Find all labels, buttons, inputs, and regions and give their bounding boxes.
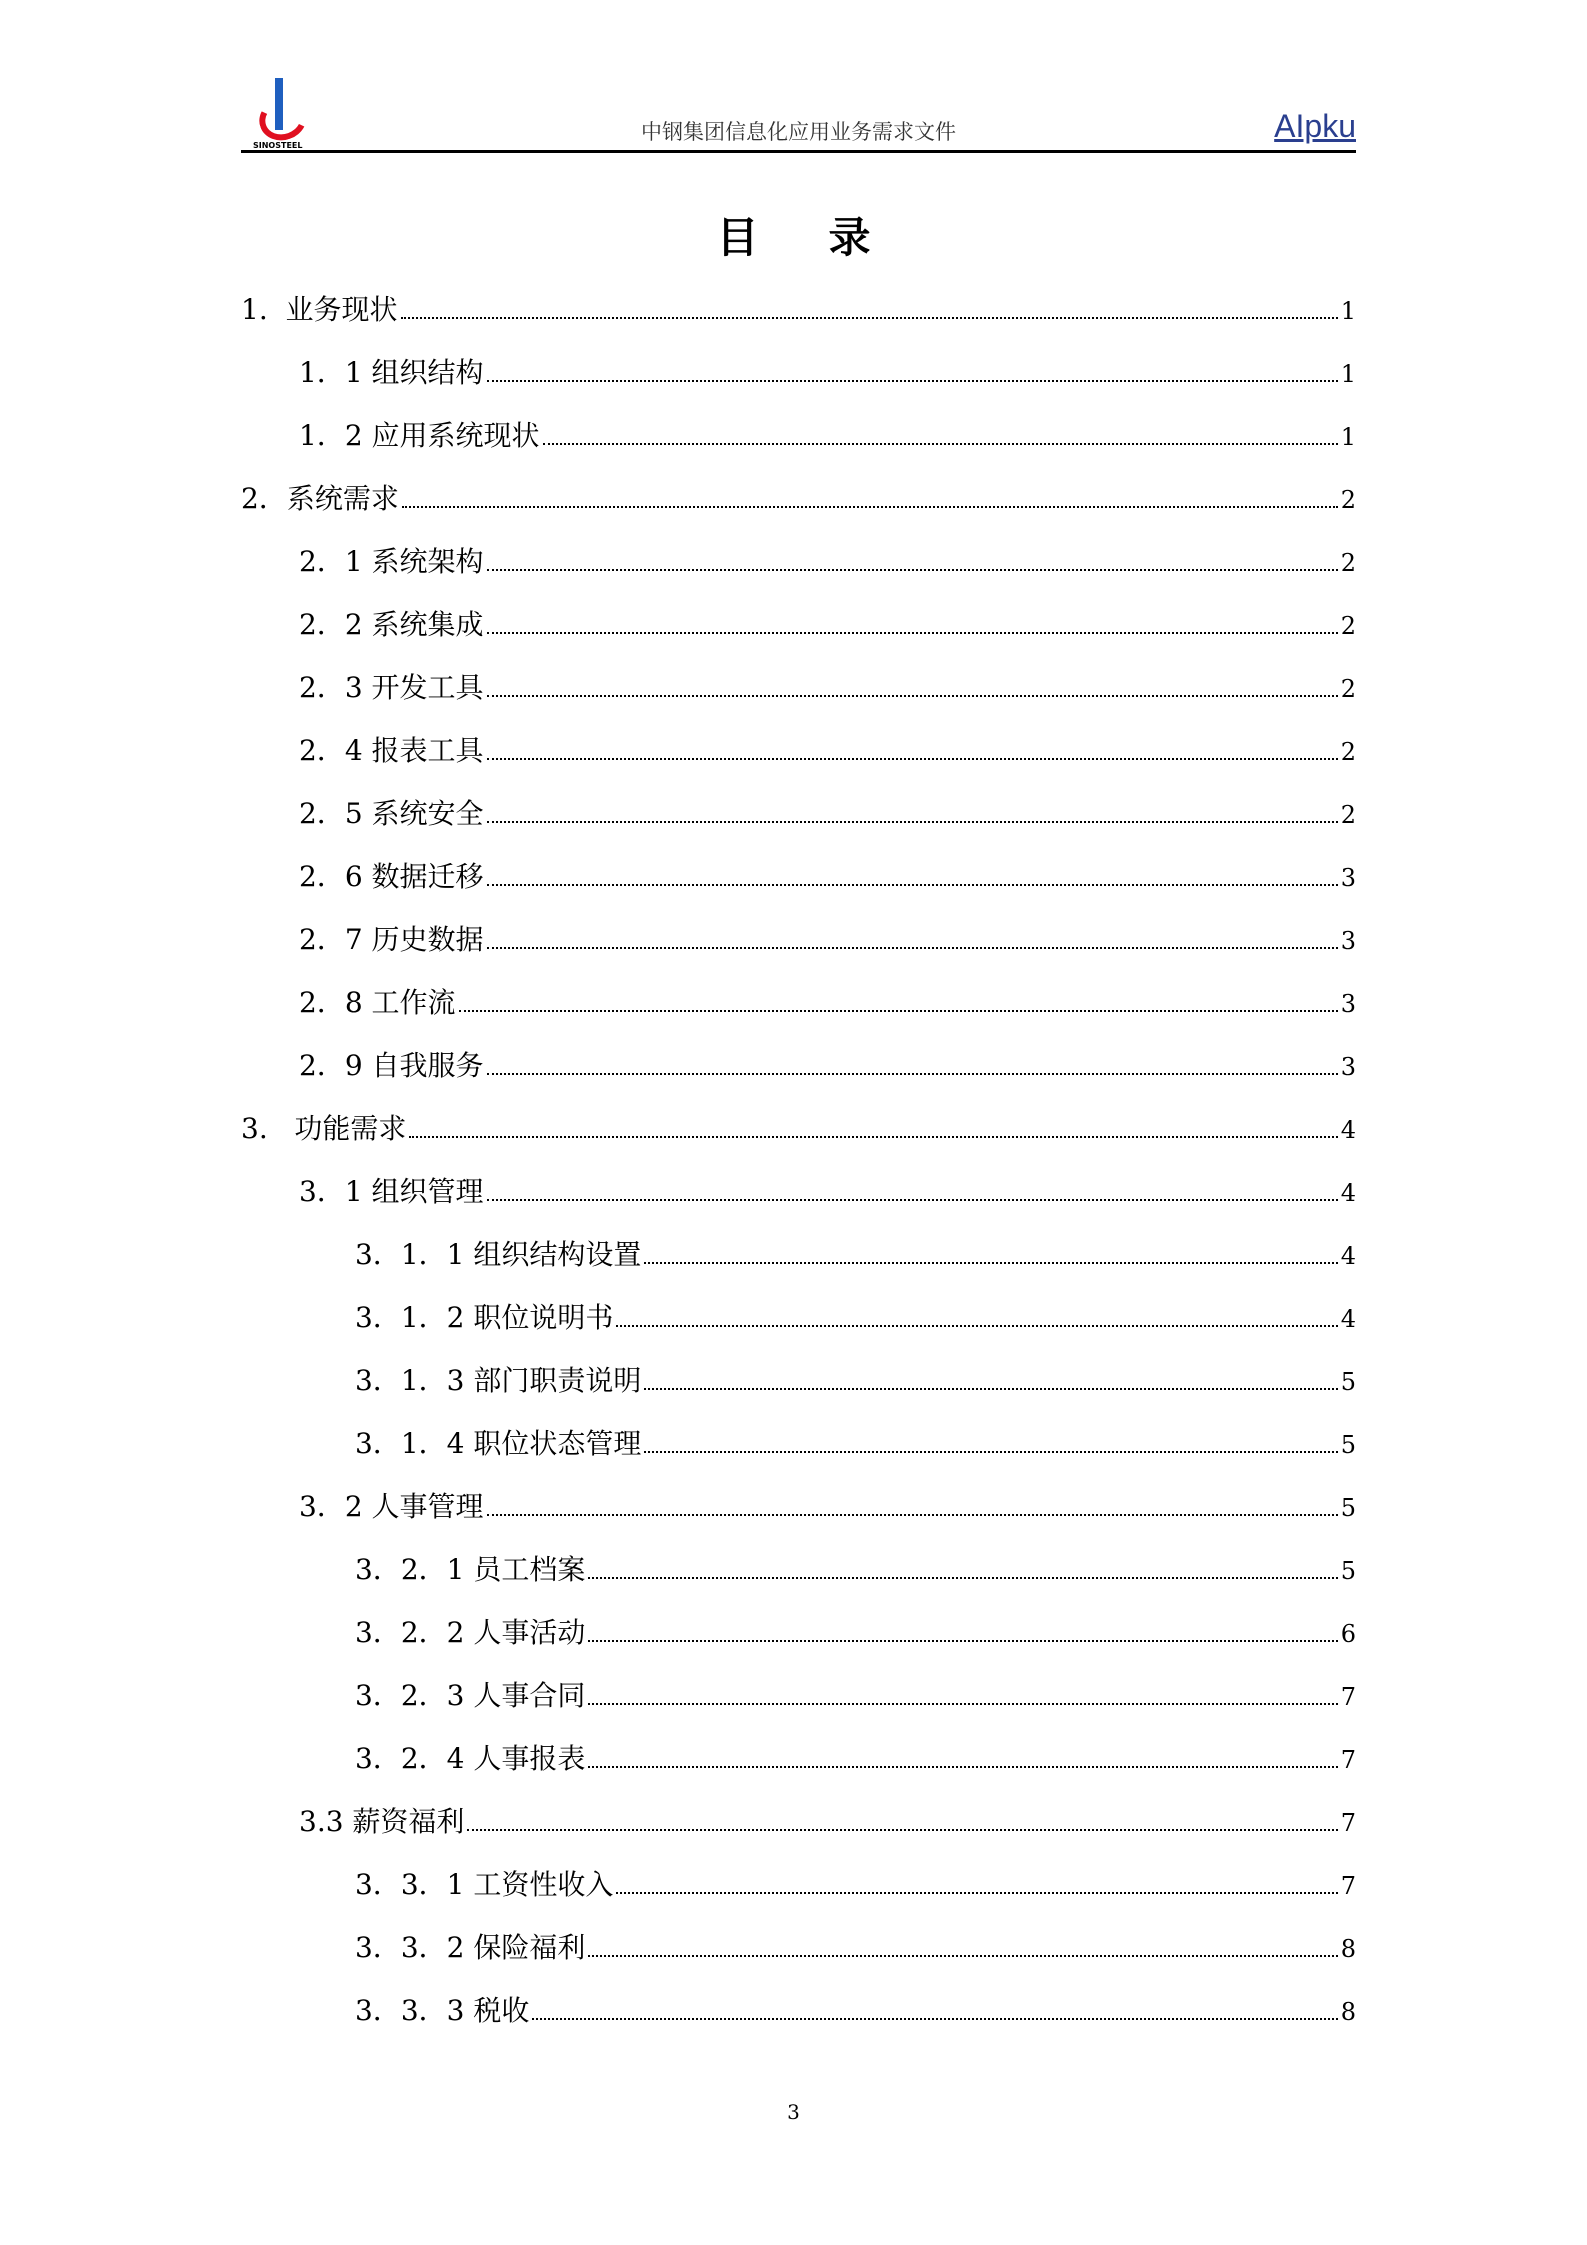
toc-entry-page: 5: [1340, 1557, 1356, 1585]
toc-entry-page: 4: [1340, 1179, 1356, 1207]
toc-entry-page: 1: [1340, 360, 1356, 388]
toc-entry-label: 2．9 自我服务: [299, 1049, 484, 1082]
toc-entry-page: 2: [1340, 675, 1356, 703]
page-number: 3: [787, 2100, 800, 2124]
toc-entry[interactable]: [241, 1802, 1356, 1865]
toc-leader-dots: [588, 1766, 1337, 1768]
toc-entry-page: 5: [1340, 1431, 1356, 1459]
toc-entry-page: 3: [1340, 927, 1356, 955]
toc-leader-dots: [487, 632, 1338, 634]
toc-entry-label: 3.3 薪资福利: [299, 1805, 465, 1838]
toc-entry-label: 2．7 历史数据: [299, 923, 484, 956]
toc-entry-label: 3．2 人事管理: [299, 1490, 484, 1523]
toc-entry[interactable]: [241, 353, 1356, 416]
page-header: [241, 70, 1356, 153]
toc-entry[interactable]: [241, 1613, 1356, 1676]
toc-entry-label: 3．1．4 职位状态管理: [355, 1427, 642, 1460]
toc-entry[interactable]: [241, 920, 1356, 983]
toc-entry-label: 2．3 开发工具: [299, 671, 484, 704]
toc-entry-page: 2: [1340, 612, 1356, 640]
toc-leader-dots: [487, 380, 1338, 382]
table-of-contents: [241, 290, 1356, 2054]
toc-entry-page: 1: [1340, 423, 1356, 451]
toc-leader-dots: [616, 1892, 1337, 1894]
sinosteel-logo-text: SINOSTEEL: [253, 141, 303, 150]
toc-leader-dots: [409, 1136, 1337, 1138]
toc-entry[interactable]: [241, 857, 1356, 920]
toc-entry-page: 4: [1340, 1242, 1356, 1270]
toc-entry[interactable]: [241, 1991, 1356, 2054]
toc-entry[interactable]: [241, 1046, 1356, 1109]
toc-entry-label: 3．1．2 职位说明书: [355, 1301, 614, 1334]
toc-entry[interactable]: [241, 1172, 1356, 1235]
toc-leader-dots: [402, 506, 1338, 508]
toc-entry[interactable]: [241, 1865, 1356, 1928]
toc-entry-page: 6: [1340, 1620, 1356, 1648]
toc-leader-dots: [644, 1262, 1337, 1264]
toc-entry-page: 2: [1340, 801, 1356, 829]
toc-entry-label: 2．系统需求: [241, 482, 399, 515]
toc-entry[interactable]: [241, 290, 1356, 353]
toc-leader-dots: [487, 695, 1338, 697]
toc-entry-label: 3．1．3 部门职责说明: [355, 1364, 642, 1397]
toc-entry[interactable]: [241, 416, 1356, 479]
toc-entry-label: 3．2．4 人事报表: [355, 1742, 586, 1775]
toc-leader-dots: [487, 569, 1338, 571]
aipku-logo: AIpku: [1274, 108, 1356, 144]
toc-leader-dots: [487, 1514, 1338, 1516]
toc-entry-label: 1. 业务现状: [241, 293, 398, 326]
toc-entry[interactable]: [241, 1550, 1356, 1613]
toc-entry[interactable]: [241, 1361, 1356, 1424]
toc-entry-label: 3．2．3 人事合同: [355, 1679, 586, 1712]
toc-entry-label: 3．2．1 员工档案: [355, 1553, 586, 1586]
toc-leader-dots: [588, 1577, 1337, 1579]
toc-leader-dots: [487, 1073, 1338, 1075]
toc-entry-page: 7: [1340, 1746, 1356, 1774]
toc-entry-page: 1: [1340, 297, 1356, 325]
toc-entry-label: 3. 功能需求: [241, 1112, 407, 1145]
toc-entry-label: 1．2 应用系统现状: [299, 419, 540, 452]
toc-entry[interactable]: [241, 983, 1356, 1046]
toc-entry[interactable]: [241, 1424, 1356, 1487]
toc-entry[interactable]: [241, 668, 1356, 731]
toc-leader-dots: [487, 947, 1338, 949]
toc-entry-label: 3．3．1 工资性收入: [355, 1868, 614, 1901]
toc-entry-label: 2．8 工作流: [299, 986, 456, 1019]
header-title: 中钢集团信息化应用业务需求文件: [641, 120, 956, 144]
toc-entry-label: 3．3．2 保险福利: [355, 1931, 586, 1964]
toc-entry[interactable]: [241, 1109, 1356, 1172]
toc-entry[interactable]: [241, 794, 1356, 857]
toc-entry-page: 7: [1340, 1683, 1356, 1711]
toc-entry-page: 3: [1340, 864, 1356, 892]
toc-leader-dots: [467, 1829, 1337, 1831]
toc-entry[interactable]: [241, 1298, 1356, 1361]
toc-entry-label: 3．1．1 组织结构设置: [355, 1238, 642, 1271]
toc-entry-page: 8: [1340, 1935, 1356, 1963]
toc-entry-label: 2．5 系统安全: [299, 797, 484, 830]
toc-leader-dots: [487, 758, 1338, 760]
toc-leader-dots: [487, 884, 1338, 886]
toc-leader-dots: [543, 443, 1338, 445]
toc-entry-page: 7: [1340, 1809, 1356, 1837]
toc-entry[interactable]: [241, 1235, 1356, 1298]
toc-leader-dots: [588, 1640, 1337, 1642]
toc-entry[interactable]: [241, 1487, 1356, 1550]
toc-entry[interactable]: [241, 542, 1356, 605]
toc-entry[interactable]: [241, 605, 1356, 668]
toc-entry-label: 1．1 组织结构: [299, 356, 484, 389]
toc-leader-dots: [401, 317, 1338, 319]
toc-entry-page: 4: [1340, 1305, 1356, 1333]
toc-entry[interactable]: [241, 1928, 1356, 1991]
toc-entry-page: 5: [1340, 1368, 1356, 1396]
toc-leader-dots: [532, 2018, 1337, 2020]
toc-entry-page: 4: [1340, 1116, 1356, 1144]
toc-entry[interactable]: [241, 1676, 1356, 1739]
toc-title: 目录: [716, 213, 941, 262]
toc-leader-dots: [459, 1010, 1338, 1012]
toc-entry[interactable]: [241, 479, 1356, 542]
toc-entry[interactable]: [241, 731, 1356, 794]
toc-leader-dots: [588, 1703, 1337, 1705]
toc-entry-label: 3．2．2 人事活动: [355, 1616, 586, 1649]
toc-leader-dots: [487, 821, 1338, 823]
toc-entry-page: 7: [1340, 1872, 1356, 1900]
toc-entry-page: 2: [1340, 738, 1356, 766]
toc-entry-label: 3．3．3 税收: [355, 1994, 530, 2027]
toc-leader-dots: [487, 1199, 1338, 1201]
toc-entry-page: 8: [1340, 1998, 1356, 2026]
toc-entry-label: 2．4 报表工具: [299, 734, 484, 767]
toc-leader-dots: [616, 1325, 1337, 1327]
toc-entry-label: 2．2 系统集成: [299, 608, 484, 641]
toc-entry-label: 2．1 系统架构: [299, 545, 484, 578]
toc-leader-dots: [588, 1955, 1337, 1957]
toc-entry-page: 2: [1340, 549, 1356, 577]
toc-entry-label: 3．1 组织管理: [299, 1175, 484, 1208]
toc-entry-page: 3: [1340, 990, 1356, 1018]
toc-entry[interactable]: [241, 1739, 1356, 1802]
toc-entry-page: 5: [1340, 1494, 1356, 1522]
toc-entry-label: 2．6 数据迁移: [299, 860, 484, 893]
toc-leader-dots: [644, 1388, 1337, 1390]
toc-leader-dots: [644, 1451, 1337, 1453]
toc-entry-page: 2: [1340, 486, 1356, 514]
toc-entry-page: 3: [1340, 1053, 1356, 1081]
